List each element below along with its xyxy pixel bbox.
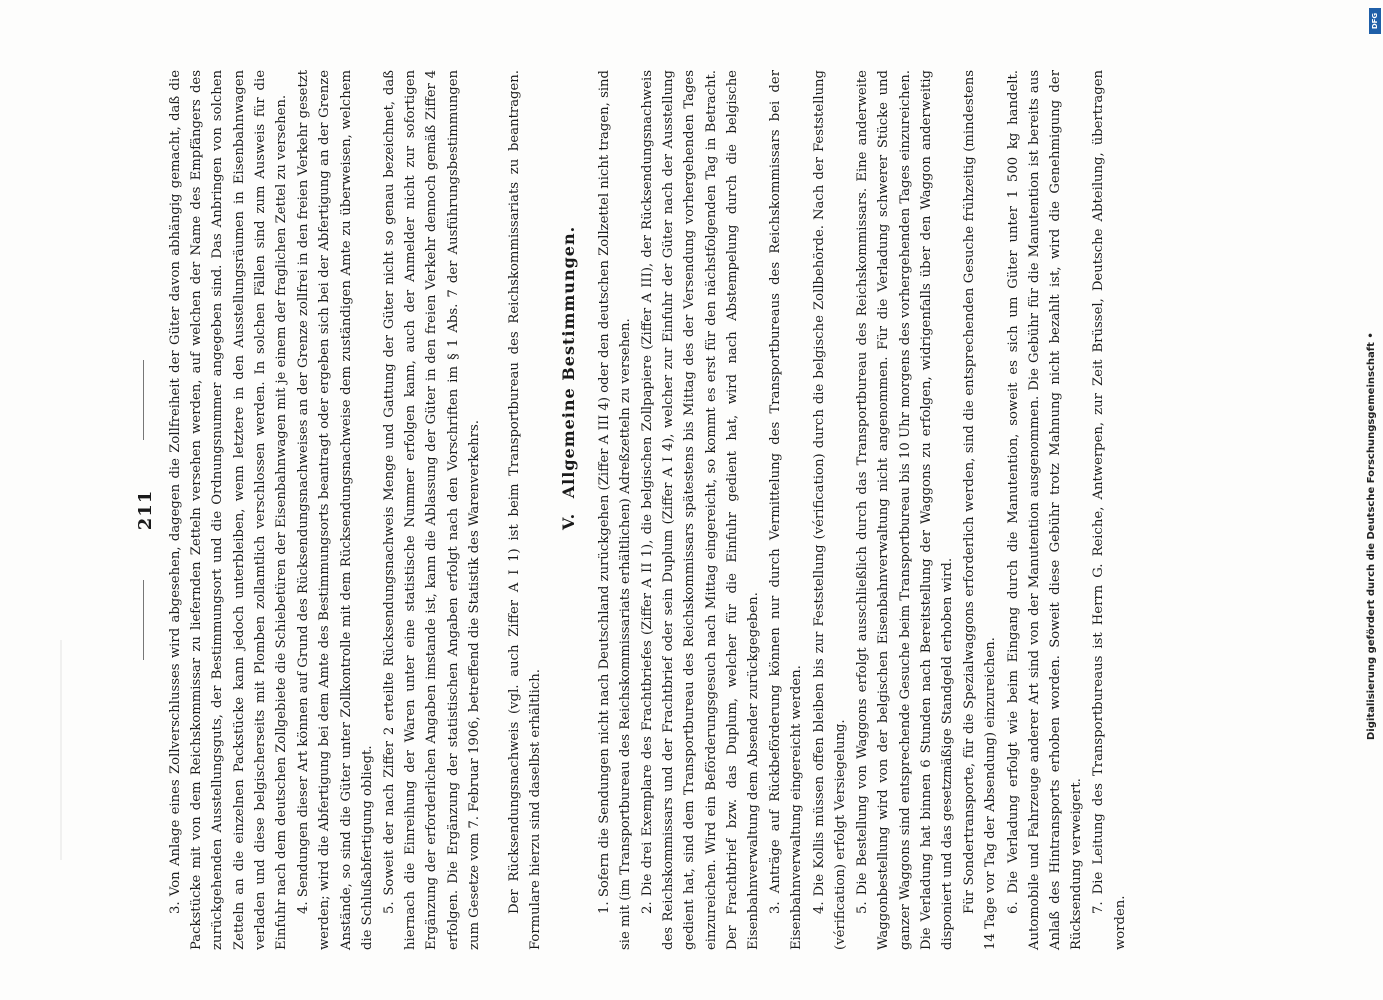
paragraph: 5. Soweit der nach Ziffer 2 erteilte Rücksendungsnachweis Menge und Gattung der Güter nicht so genau bezeichnet, daß hiernach die Einreihung der Waren unter eine statistische Nummer erfolgen kann, auch der Anmelder nicht zur sofortigen Ergänzung der erforderlichen Angaben imstande ist, kann die Ablassung der Güter in den freien Verkehr dennoch gemäß Ziffer 4 erfolgen. Die Ergänzung der statistischen Angaben erfolgt nach den Vorschriften im § 1 Abs. 7 der Ausführungsbestimmungen zum Gesetze vom 7. Februar 1906, betreffend die Statistik des Warenverkehrs. — [382, 70, 482, 950]
paragraph: 6. Die Verladung erfolgt wie beim Eingang durch die Manutention, soweit es sich um Güter unter 1 500 kg handelt. Automobile und Fahrzeuge anderer Art sind von der Manutention ausgenommen. Die Gebühr für die Manutention ist bereits aus Anlaß des Hintransports erhoben worden. Soweit diese Gebühr trotz Mahnung nicht bezahlt ist, wird die Genehmigung der Rücksendung verweigert. — [1005, 70, 1085, 950]
dfg-logo: DFG — [1369, 8, 1381, 34]
paragraphs-top — [165, 70, 546, 950]
credit-text: Digitalisierung gefördert durch die Deutsche Forschungsgemeinschaft • — [1366, 332, 1377, 740]
paragraph: 3. Von Anlage eines Zollverschlusses wird abgesehen, dagegen die Zollfreiheit der Güter davon abhängig gemacht, daß die Packstücke mit von dem Reichskommissar zu liefernden Zetteln versehen werden, auf welchen der Name des Empfängers des zurückgehenden Ausstellungsguts, der Bestimmungsort und die Ordnungsnummer angegeben sind. Das Anbringen von solchen Zetteln an die einzelnen Packstücke kann jedoch unterbleiben, wenn letztere in den Ausstellungsräumen in Eisenbahnwagen verladen und diese belgischerseits mit Plomben zollamtlich verschlossen werden. In solchen Fällen sind zum Ausweis für die Einfuhr nach dem deutschen Zollgebiete die Schiebetüren der Eisenbahnwagen mit je einem der fraglichen Zettel zu versehen. — [168, 70, 290, 950]
section-heading — [558, 70, 579, 530]
paragraph: 5. Die Bestellung von Waggons erfolgt ausschließlich durch das Transportbureau des Reichskommissars. Eine anderweite Waggonbestellung wird von der belgischen Eisenbahnverwaltung nicht angenommen. Für die Verladung schwerer Stücke und ganzer Waggons sind entsprechende Gesuche beim Transportbureau bis 10 Uhr morgens des vorhergehenden Tages einzureichen. Die Verladung hat binnen 6 Stunden nach Bereitstellung der Waggons zu erfolgen, widrigenfalls über den Waggon anderweitig disponiert und das gesetzmäßige Standgeld erhoben wird. — [855, 70, 955, 950]
paragraph: 7. Die Leitung des Transportbureaus ist Herrn G. Reiche, Antwerpen, zur Zeit Brüssel, Deutsche Abteilung, übertragen worden. — [1091, 70, 1128, 950]
paragraph: Für Sondertransporte, für die Spezialwaggons erforderlich werden, sind die entsprechenden Gesuche frühzeitig (mindestens 14 Tage vor Tag der Absendung) einzureichen. — [962, 70, 999, 950]
paragraph: 1. Sofern die Sendungen nicht nach Deutschland zurückgehen (Ziffer A III 4) oder den deutschen Zollzettel nicht tragen, sind sie mit (im Transportbureau des Reichskommissariats erhältlichen) Adreßzetteln zu versehen. — [596, 70, 633, 950]
paragraph: Der Rücksendungsnachweis (vgl. auch Ziffer A I 1) ist beim Transportbureau des Reichskommissariats zu beantragen. Formulare hierzu sind daselbst erhältlich. — [507, 70, 544, 950]
paragraphs-bottom — [594, 70, 1131, 950]
header-rule-right — [143, 360, 144, 440]
paragraph: 4. Sendungen dieser Art können auf Grund des Rücksendungsnachweises an der Grenze zollfrei in den freien Verkehr gesetzt werden; wird die Abfertigung bei dem Amte des Bestimmungsorts beantragt oder ergeben sich bei der Abfertigung an der Grenze Anstände, so sind die Güter unter Zollkontrolle mit dem Rücksendungsnachweise dem zuständigen Amte zu überweisen, welchem die Schlußabfertigung obliegt. — [296, 70, 375, 950]
section-title: Allgemeine Bestimmungen. — [559, 225, 579, 499]
paragraph: 3. Anträge auf Rückbeförderung können nur durch Vermittelung des Transportbureaus des Reichskommissars bei der Eisenbahnverwaltung eingereicht werden. — [768, 70, 805, 950]
section-number: V. — [559, 512, 579, 530]
page-number: 211 — [135, 489, 156, 531]
margin-shadow — [60, 640, 62, 860]
paragraph: 4. Die Kollis müssen offen bleiben bis zur Feststellung (vérification) durch die belgische Zollbehörde. Nach der Feststellung (vérification) erfolgt Versiegelung. — [811, 70, 848, 950]
rotated-text-block — [135, 70, 1295, 950]
paragraph: 2. Die drei Exemplare des Frachtbriefes (Ziffer A II 1), die belgischen Zollpapiere (Ziffer A III), der Rücksendungsnachweis des Reichskommissars und der Frachtbrief oder sein Duplum (Ziffer A I 4), welcher zur Einfuhr der Güter nach der Ausstellung gedient hat, sind dem Transportbureau des Reichskommissars spätestens bis Mittag des der Versendung vorhergehenden Tages einzureichen. Wird ein Beförderungsgesuch nach Mittag eingereicht, so kommt es erst für den nächstfolgenden Tag in Betracht. Der Frachtbrief bzw. das Duplum, welcher für die Einfuhr gedient hat, wird nach Abstempelung durch die belgische Eisenbahnverwaltung dem Absender zurückgegeben. — [640, 70, 762, 950]
page-body — [135, 70, 1295, 950]
digitization-credit — [1366, 40, 1383, 980]
